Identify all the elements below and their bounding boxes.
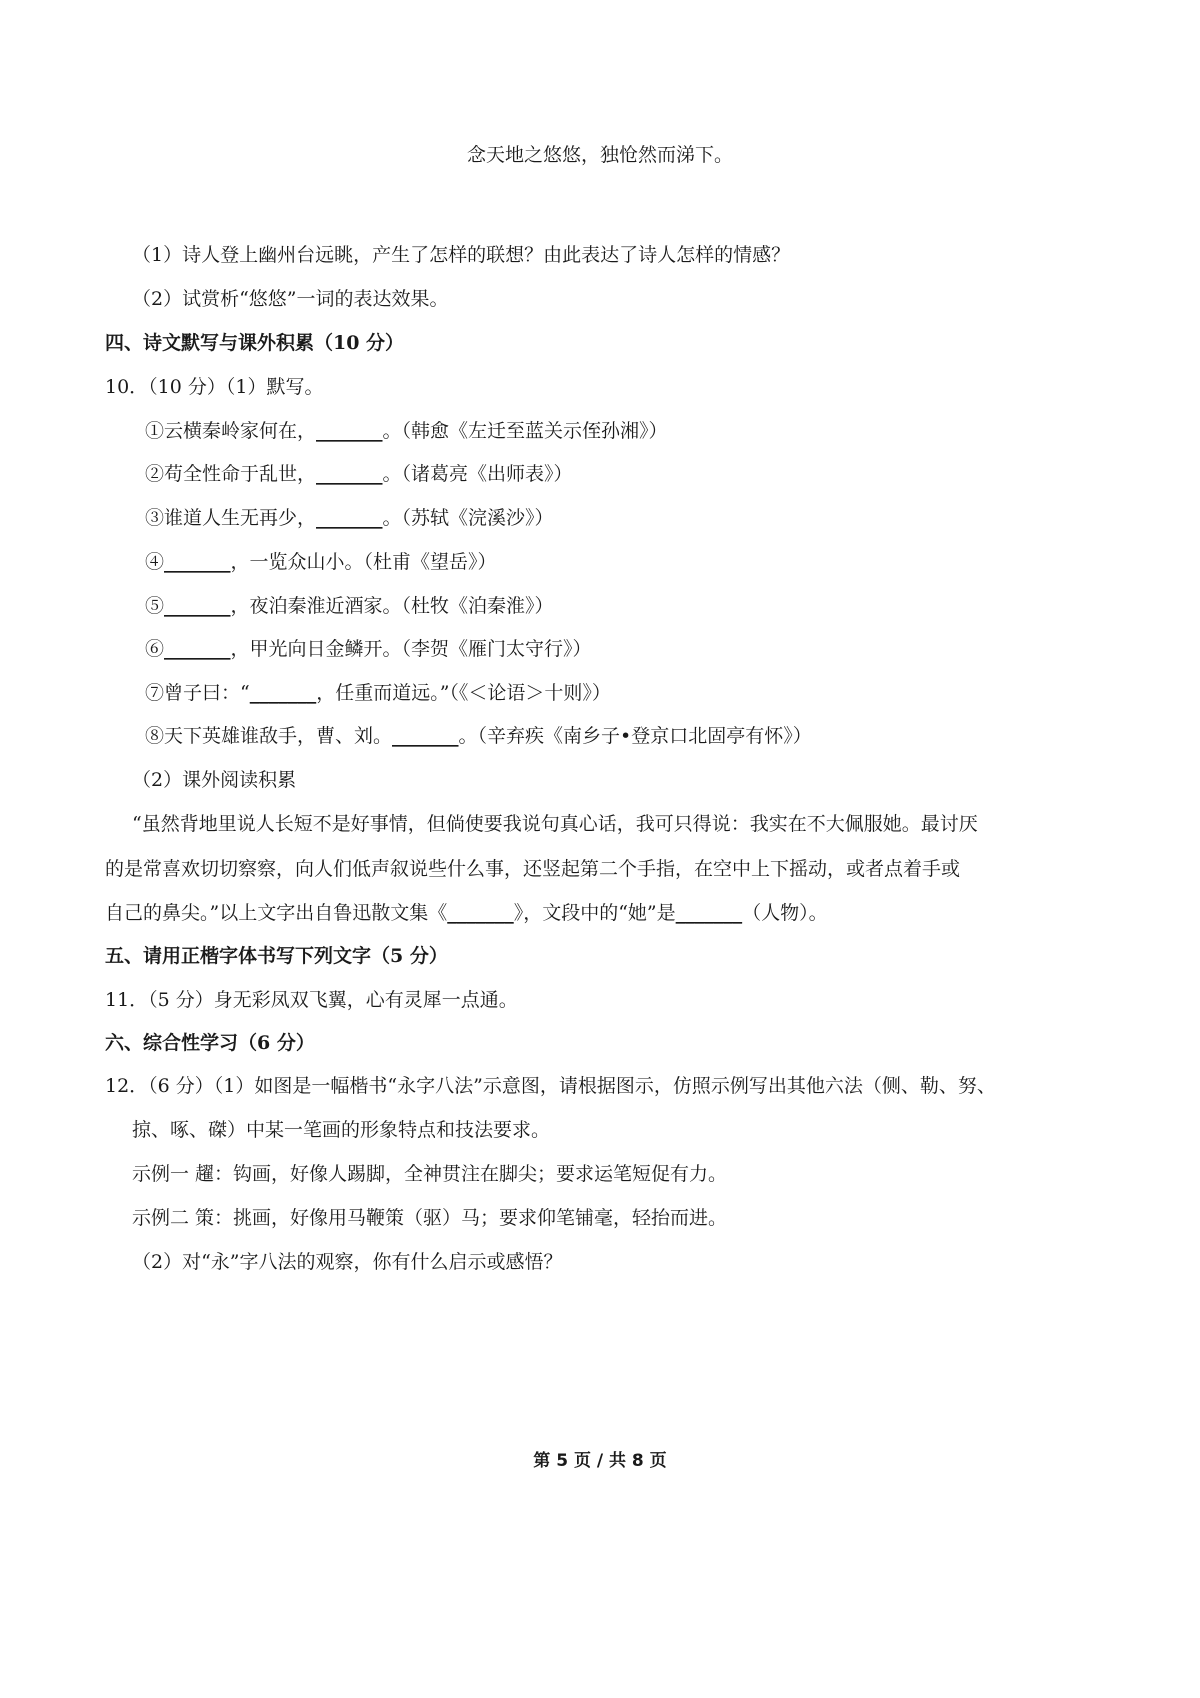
section5-title: 五、请用正楷字体书写下列文字（5 分） [105,945,448,967]
recite-item-2-post: 。（诸葛亮《出师表》） [382,463,573,485]
q12-sub2: （2）对“永”字八法的观察，你有什么启示或感悟？ [132,1251,563,1273]
recite-item-6-blank: _______ [164,638,231,660]
recite-item-8-blank: _______ [392,725,459,747]
recite-item-8-pre: ⑧天下英雄谁敌手，曹、刘。 [145,725,393,747]
recite-item-7-post: ，任重而道远。”（《＜论语＞十则》） [316,682,611,704]
recite-item-7-blank: _______ [249,682,317,704]
recite-item-2 [145,460,1200,488]
recite-item-3-pre: ③谁道人生无再少， [145,507,317,529]
q12-example-2: 示例二 策：挑画，好像用马鞭策（驱）马；要求仰笔铺毫，轻抬而进。 [132,1207,728,1229]
recite-item-4-pre: ④ [145,551,165,573]
q12-line-1: 12．（6 分）（1）如图是一幅楷书“永字八法”示意图，请根据图示，仿照示例写出其他六法（侧、勒、努、 [105,1075,996,1097]
recite-item-6-pre: ⑥ [145,638,165,660]
section4-sub2-title: （2）课外阅读积累 [132,769,297,791]
recite-item-7 [145,679,1200,707]
section6-title: 六、综合性学习（6 分） [105,1032,315,1054]
recite-item-5-blank: _______ [164,595,231,617]
recite-item-4-blank: _______ [164,551,231,573]
recite-item-1 [145,417,1200,445]
passage-line-1: “虽然背地里说人长短不是好事情，但倘使要我说句真心话，我可只得说：我实在不大佩服她。最讨厌 [132,813,978,835]
recite-item-1-blank: _______ [316,420,383,442]
recite-item-8-post: 。（辛弃疾《南乡子•登京口北固亭有怀》） [458,725,812,747]
recite-item-8 [145,722,1200,750]
q9-sub1: （1）诗人登上幽州台远眺，产生了怎样的联想？由此表达了诗人怎样的情感？ [132,244,791,266]
poem-last-line: 念天地之悠悠，独怆然而涕下。 [466,144,733,166]
recite-item-6-post: ，甲光向日金鳞开。（李贺《雁门太守行》） [230,638,592,660]
q10-head: 10．（10 分）（1）默写。 [105,376,324,398]
recite-item-3-blank: _______ [316,507,383,529]
q12-line-2: 掠、啄、磔）中某一笔画的形象特点和技法要求。 [132,1119,551,1141]
recite-item-1-pre: ①云横秦岭家何在， [145,420,317,442]
recite-item-3 [145,504,1200,532]
recite-item-4-post: ，一览众山小。（杜甫《望岳》） [230,551,497,573]
passage-line-3-b: 》，文段中的“她”是 [513,902,676,924]
recite-item-4 [145,548,1200,576]
passage-line-3-a: 自己的鼻尖。”以上文字出自鲁迅散文集《 [105,902,448,924]
recite-item-2-pre: ②苟全性命于乱世， [145,463,317,485]
recite-item-3-post: 。（苏轼《浣溪沙》） [382,507,554,529]
passage-blank-person: _______ [675,902,743,924]
q11: 11．（5 分）身无彩凤双飞翼，心有灵犀一点通。 [105,989,518,1011]
recite-item-2-blank: _______ [316,463,383,485]
passage-line-3-c: （人物）。 [742,902,828,924]
recite-item-1-post: 。（韩愈《左迁至蓝关示侄孙湘》） [382,420,668,442]
q12-example-1: 示例一 趯：钩画，好像人踢脚，全神贯注在脚尖；要求运笔短促有力。 [132,1163,728,1185]
q9-sub2: （2）试赏析“悠悠”一词的表达效果。 [132,288,449,310]
recite-item-5-pre: ⑤ [145,595,165,617]
passage-line-2: 的是常喜欢切切察察，向人们低声叙说些什么事，还竖起第二个手指，在空中上下摇动，或者点着手或 [105,858,961,880]
recite-item-5-post: ，夜泊秦淮近酒家。（杜牧《泊秦淮》） [230,595,554,617]
passage-blank-collection: _______ [447,902,514,924]
recite-item-7-pre: ⑦曾子曰：“ [145,682,250,704]
recite-item-6 [145,635,1200,663]
page-footer: 第 5 页 / 共 8 页 [533,1451,667,1471]
passage-line-3 [105,899,1200,927]
section4-title: 四、诗文默写与课外积累（10 分） [105,332,405,354]
recite-item-5 [145,592,1200,620]
